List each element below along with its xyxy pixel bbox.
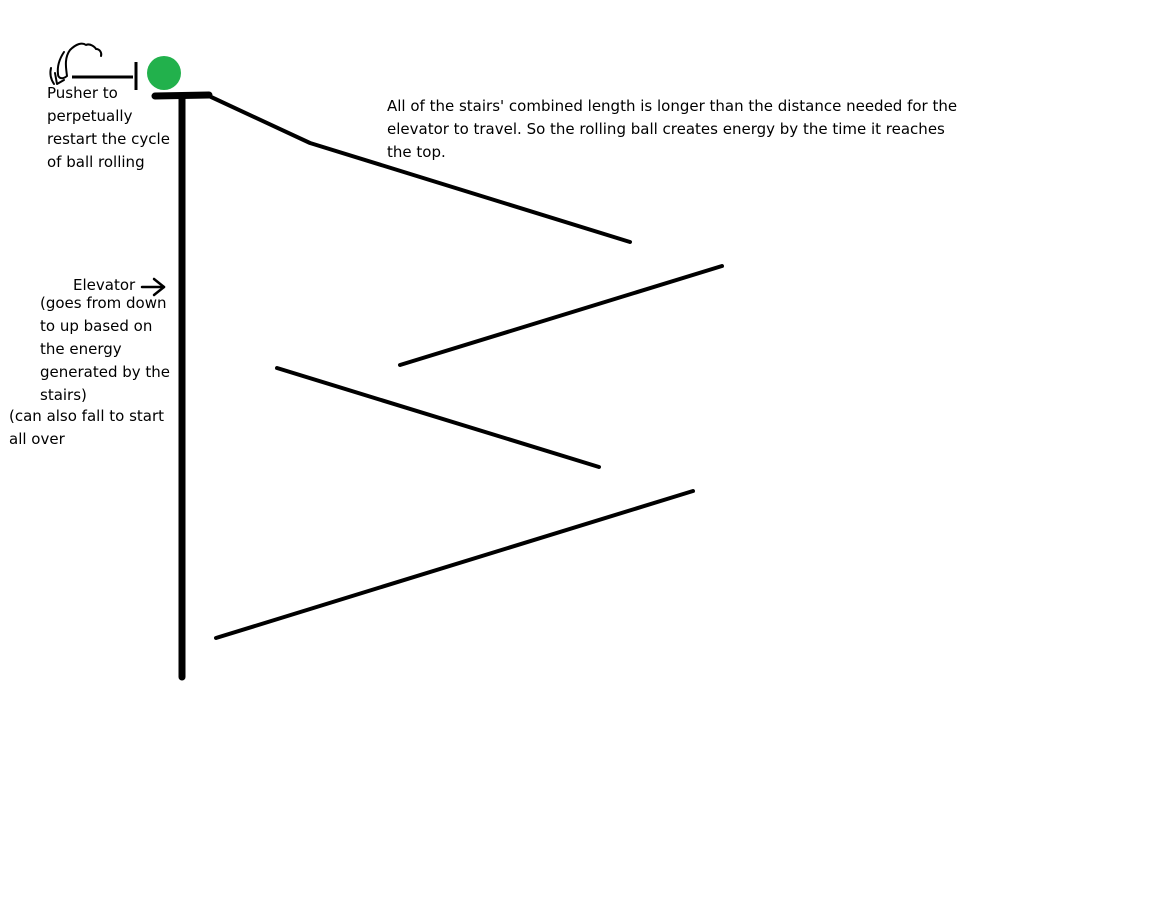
elevator-label: Elevator: [73, 276, 136, 294]
fall-note: (can also fall to start all over: [9, 407, 165, 448]
explanation-text: All of the stairs' combined length is longer than the distance needed for the elevator to travel. So the rolling ball creates energy by the time it reaches the top.: [387, 97, 958, 161]
stair-ramp-3: [277, 368, 599, 467]
pusher-label: Pusher to perpetually restart the cycle of ball rolling: [47, 84, 170, 171]
stair-ramp-4: [216, 491, 693, 638]
stair-ramp-2: [400, 266, 722, 365]
elevator-description: (goes from down to up based on the energy generated by the stairs): [40, 294, 171, 404]
